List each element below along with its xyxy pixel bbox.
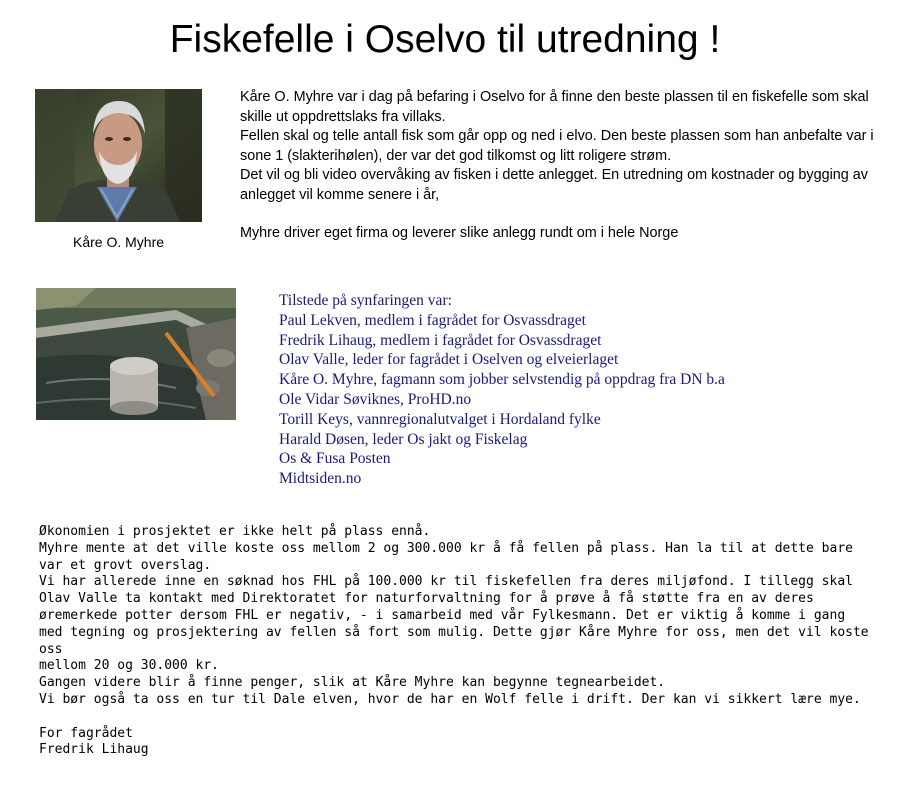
page-title: Fiskefelle i Oselvo til utredning ! [169, 18, 721, 61]
attendee-item: Torill Keys, vannregionalutvalget i Hordaland fylke [279, 410, 601, 428]
body-paragraph: mellom 20 og 30.000 kr. [39, 658, 220, 674]
attendees-list [279, 291, 839, 489]
body-paragraph: Vi bør også ta oss en tur til Dale elven, hvor de har en Wolf felle i drift. Der kan vi sikkert lære mye. [39, 691, 861, 707]
attendee-item: Harald Døsen, leder Os jakt og Fiskelag [279, 430, 528, 448]
intro-paragraph: Det vil og bli video overvåking av fisken i dette anlegget. En utredning om kostnader og bygging av anlegget vil komme senere i år, [240, 167, 868, 203]
intro-paragraph: Fellen skal og telle antall fisk som går opp og ned i elvo. Den beste plassen som han anbefalte var i sone 1 (slakterihølen), der var det god tilkomst og litt roligere strøm. [240, 128, 874, 164]
attendee-item: Ole Vidar Søviknes, ProHD.no [279, 390, 472, 408]
person-photo-caption: Kåre O. Myhre [72, 234, 165, 250]
attendee-item: Os & Fusa Posten [279, 450, 391, 468]
body-paragraph: Myhre mente at det ville koste oss mellom 2 og 300.000 kr å få fellen på plass. Han la til at dette bare var et grovt overslag. [39, 540, 853, 573]
person-photo [35, 89, 202, 222]
attendee-item: Olav Valle, leder for fagrådet i Oselven og elveierlaget [279, 351, 619, 369]
body-paragraph: Økonomien i prosjektet er ikke helt på plass ennå. [39, 524, 431, 539]
intro-paragraph: Kåre O. Myhre var i dag på befaring i Oselvo for å finne den beste plassen til en fiskefelle som skal skille ut oppdrettslaks fra villaks. [240, 89, 869, 125]
intro-paragraph: Myhre driver eget firma og leverer slike anlegg rundt om i hele Norge [240, 225, 679, 241]
signature-line: For fagrådet [39, 725, 133, 741]
body-text [39, 524, 869, 759]
attendee-item: Midtsiden.no [279, 470, 362, 488]
signature-name: Fredrik Lihaug [39, 742, 149, 758]
intro-text [240, 88, 880, 244]
fish-trap-photo [36, 288, 236, 420]
attendee-item: Fredrik Lihaug, medlem i fagrådet for Osvassdraget [279, 331, 602, 349]
body-paragraph: Vi har allerede inne en søknad hos FHL på 100.000 kr til fiskefellen fra deres miljøfond. I tillegg skal Olav Valle ta kontakt med Direktoratet for naturforvaltning for å prøve å få støtte fra en av deres øremerkede potter dersom FHL er negativ, - i samarbeid med vår Fylkesmann. Det er viktig å komme i gang med tegning og prosjektering av fellen så fort som mulig. Dette gjør Kåre Myhre for oss, men det vil koste oss [39, 574, 869, 657]
body-paragraph: Gangen videre blir å finne penger, slik at Kåre Myhre kan begynne tegnearbeidet. [39, 675, 666, 691]
attendee-item: Kåre O. Myhre, fagmann som jobber selvstendig på oppdrag fra DN b.a [279, 371, 725, 389]
attendees-heading: Tilstede på synfaringen var: [279, 292, 452, 309]
attendee-item: Paul Lekven, medlem i fagrådet for Osvassdraget [279, 311, 586, 329]
